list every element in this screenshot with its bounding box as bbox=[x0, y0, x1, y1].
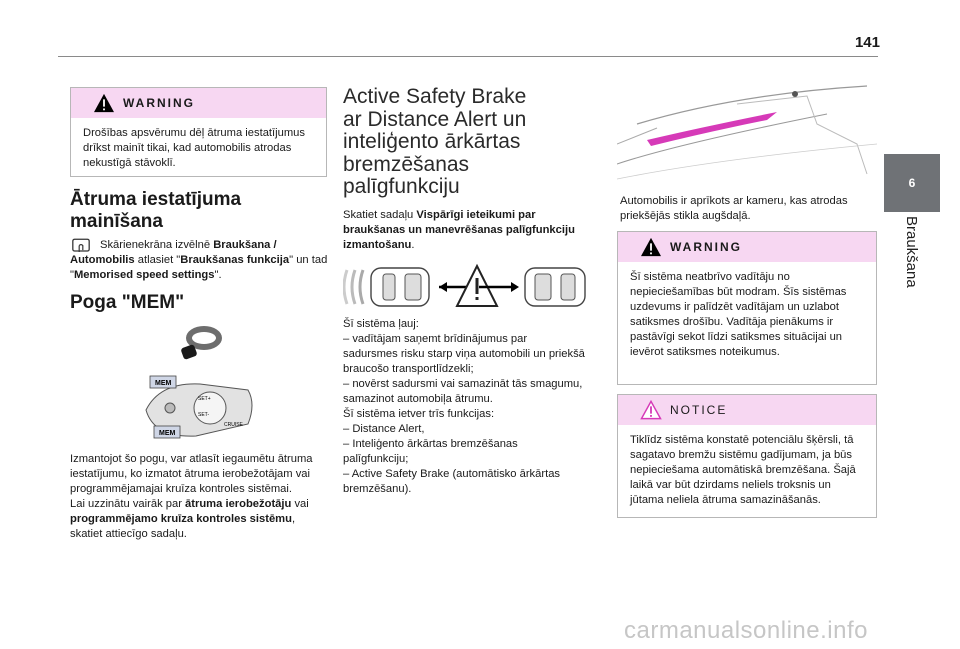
notice-header bbox=[618, 395, 876, 425]
warning-box-driver bbox=[617, 231, 877, 385]
section-heading-mem: Poga "MEM" bbox=[70, 292, 185, 313]
notice-title: NOTICE bbox=[670, 403, 728, 417]
page-number: 141 bbox=[854, 34, 880, 51]
system-description-text: Šī sistēma ļauj: – vadītājam saņemt brīdinājumus par sadursmes risku starp viņa automobili un priekšā braucošo transportlīdzekli; – novērst sadursmi vai samazināt tās smagumu, samazinot automobiļa ātrumu. Šī sistēma ietver trīs funkcijas: – Distance Alert, – Inteliģento ārkārtas bremzēšanas palīgfunkciju; – Active Safety Brake (automātisko ārkārtas bremzēšanu). bbox=[343, 318, 585, 495]
warning-header bbox=[71, 88, 326, 118]
warning-header bbox=[618, 232, 876, 262]
warning-triangle-icon bbox=[93, 93, 115, 113]
stalk-cruise-label: CRUISE bbox=[224, 422, 243, 428]
camera-location-text: Automobilis ir aprīkots ar kameru, kas atrodas priekšējās stikla augšdaļā. bbox=[620, 195, 848, 222]
warning-triangle-icon bbox=[640, 237, 662, 257]
notice-box bbox=[617, 394, 877, 518]
section-heading-speed: Ātruma iestatījuma mainīšana bbox=[70, 189, 242, 232]
stalk-mem-label-bottom: MEM bbox=[159, 430, 176, 437]
cruise-stalk-illustration bbox=[140, 374, 260, 444]
distance-alert-illustration bbox=[343, 262, 593, 312]
top-rule bbox=[58, 56, 878, 57]
steering-wheel-icon bbox=[180, 322, 226, 362]
chapter-tab[interactable]: 6 bbox=[884, 154, 940, 212]
stalk-set-minus-label: SET- bbox=[198, 412, 210, 418]
warning-title: WARNING bbox=[123, 96, 195, 110]
mem-description-text: Izmantojot šo pogu, var atlasīt iegaumētu ātruma iestatījumu, ko izmatot ātruma ierobežotājam vai programmējamajai kruīza kontroles sistēmai. Lai uzzinātu vairāk par ātruma ierobežotāju vai programmējamo kruīza kontroles sistēmu, skatiet attiecīgo sadaļu. bbox=[70, 453, 313, 540]
notice-triangle-icon bbox=[640, 400, 662, 420]
general-recommendations-text: Skatiet sadaļu Vispārīgi ieteikumi par braukšanas un manevrēšanas palīgfunkciju izmantošanu. bbox=[343, 209, 575, 251]
warning-text: Šī sistēma neatbrīvo vadītāju no nepieciešamības būt modram. Šīs sistēmas uzdevums ir palīdzēt vadītājam un uzlabot satiksmes drošību. Vadītāja pienākums ir pastāvīgi sekot līdzi satiksmes situācijai un ievērot satiksmes noteikumus. bbox=[630, 271, 847, 358]
chapter-title: Braukšana bbox=[903, 216, 920, 288]
stalk-set-plus-label: SET+ bbox=[198, 396, 211, 402]
warning-text: Drošības apsvērumu dēļ ātruma iestatījumus drīkst mainīt tikai, kad automobilis atrodas nekustīgā stāvoklī. bbox=[83, 127, 305, 169]
notice-text: Tiklīdz sistēma konstatē potenciālu šķērsli, tā sagatavo bremžu sistēmu gadījumam, ja būs nepieciešama automātiskā bremzēšana. Šajā laikā var būt dzirdams neliels troksnis un jūtama neliela ātruma samazināšanās. bbox=[630, 434, 856, 506]
warning-box-speed bbox=[70, 87, 327, 177]
watermark: carmanualsonline.info bbox=[624, 617, 868, 644]
windshield-camera-illustration bbox=[617, 84, 877, 184]
active-safety-brake-title: Active Safety Brake ar Distance Alert un inteliģento ārkārtas bremzēšanas palīgfunkciju bbox=[343, 85, 527, 198]
stalk-mem-label-top: MEM bbox=[155, 380, 172, 387]
speed-settings-text: Skārienekrāna izvēlnē Braukšana / Automobilis atlasiet "Braukšanas funkcija" un tad "Memorised speed settings". bbox=[70, 239, 328, 281]
warning-title: WARNING bbox=[670, 240, 742, 254]
